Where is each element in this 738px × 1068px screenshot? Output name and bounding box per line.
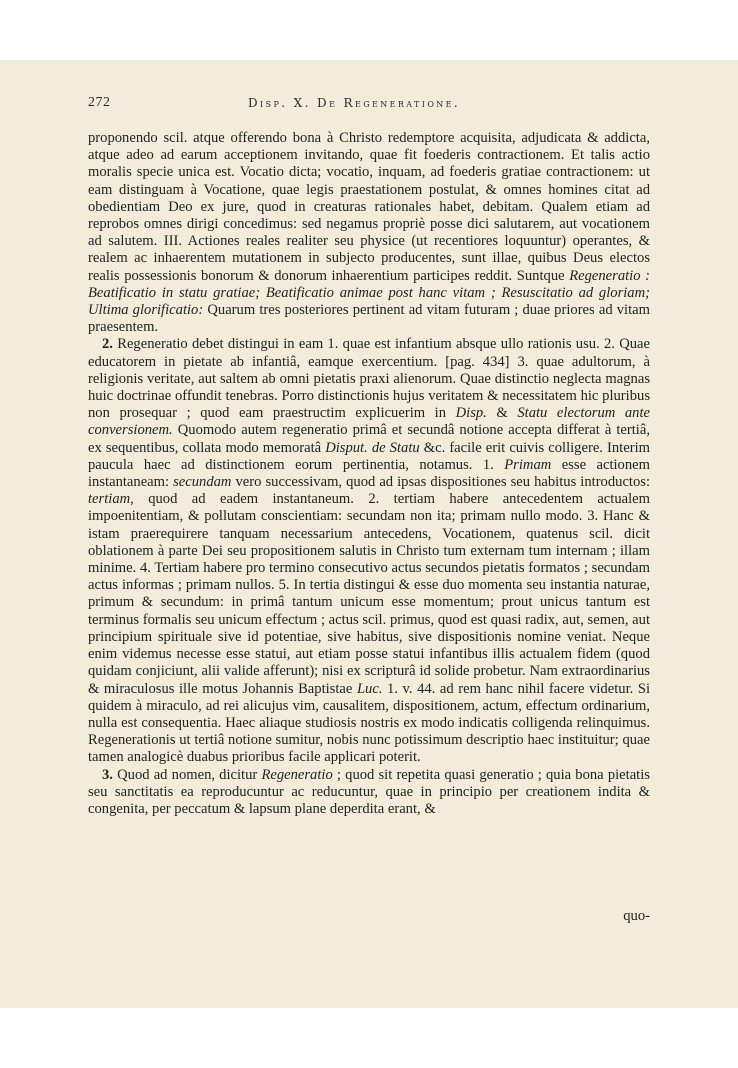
text-run: Quod ad nomen, dicitur [112,766,262,783]
page-number: 272 [88,95,111,110]
text-run: ; quod sit repetita quasi generatio ; quia bona pietatis seu sanctitatis ea reproducuntur ac reducuntur, quae in principio per creationem indita & congenita, per peccatum & lapsum plane deperdita erant, & [88,766,650,817]
text-run: vero successivam, quod ad ipsas dispositiones seu habitus introductos: [231,474,651,491]
italic-run: secundam [173,474,232,491]
italic-run: Luc. [356,680,383,697]
text-run: 1. v. 44. ad rem hanc nihil facere videtur. Si quidem à miraculo, ad rei alicujus vim, causalitem, dispositionem, actum, effectum ordinarium, nulla est consequentia. Haec aliaque studiosis nostris ex modo indicatis colligenda relinquimus. Regenerationis ut tertiâ notione sumitur, nobis nunc potissimum descriptio haec instituitur; quae tamen analogicè duabus prioribus facile applicari poterit. [88,680,650,766]
italic-run: Primam [504,456,552,473]
text-run: &c. facile erit cuivis colligere. Interim paucula haec ad distinctionem eorum pertinentia, notamus. 1. [88,439,650,473]
text-run: & [486,405,518,422]
paragraph-2 [88,336,650,766]
paragraph-3 [88,767,650,819]
italic-run: Regeneratio [261,766,333,783]
paragraph-number: 3. [102,766,113,783]
text-run: esse actionem instantaneam: [88,456,650,491]
text-run: quod ad eadem instantaneum. 2. tertiam habere antecedentem actualem impoenitentiam, & pollutam conscientiam: secundam non ita; primam nullo modo. 3. Hanc & istam praerequirere tanquam necessarium antecedens, Vocationem, quatenus scil. dicit oblationem à parte Dei seu propositionem salutis in Christo tum externam tum internam ; illam minime. 4. Tertiam habere pro termino consecutivo actus secundos pietatis formatos ; secundam actus informas ; primam nullos. 5. In tertia distingui & esse duo momenta seu instantia naturae, primum & secundum: in primâ tantum unicum esse momentum; prout unicus tantum est terminus formalis seu unicum effectum ; actus scil. primus, quod est quasi radix, aut, semen, aut principium spirituale sive id potentiae, sive habitus, sive dispositionis nomine veniat. Neque enim videmus necesse esse statui, aut etiam posse statui infantibus illis actualem fidem (quod quidam conjiciunt, alii valide afferunt); nisi ex scripturâ id solide probetur. Nam extraordinarius & miraculosus ille motus Johannis Baptistae [88,491,650,697]
text-run: Quomodo autem regeneratio primâ et secundâ notione accepta differat à tertiâ, ex sequentibus, collata modo memoratâ [88,422,650,456]
paragraph-continued [88,130,650,336]
running-title: Disp. X. De Regeneratione. [248,96,461,110]
text-run: Quarum tres posteriores pertinent ad vitam futuram ; duae priores ad vitam praesentem. [88,302,650,336]
top-margin [0,0,738,60]
body-text [88,130,650,818]
paragraph-number: 2. [102,336,113,353]
page-header [88,95,650,115]
text-run: proponendo scil. atque offerendo bona à Christo redemptore acquisita, adjudicata & addicta, atque adeo ad earum acceptionem invitando, quae fit foederis contractionem. Et talis actio moralis specie unica est. Vocatio dicta; vocatio, inquam, ad foederis gratiae contractionem: ut eam distinguam à Vocatione, quae legis praestationem postulat, & omnes homines citat ad obedientiam Deo ex jure, quod in creaturas rationales habet, debitam. Qualem etiam ad reprobos omnes dirigi concedimus: sed negamus propriè posse dici salutarem, aut vocationem ad salutem. III. Actiones reales realiter seu physice (ut recentiores loquuntur) operantes, & realem ac inhaerentem mutationem in subjecto producentes, sunt illae, quibus Deus electos realis possessionis bonorum & donorum inhaerentium participes reddit. Suntque [88,130,650,284]
italic-run: Disput. de Statu [325,439,420,456]
italic-run: Regeneratio : Beatificatio in statu gratiae; Beatificatio animae post hanc vitam ; Resuscitatio ad gloriam; Ultima glorificatio: [88,267,650,319]
text-run: Regeneratio debet distingui in eam 1. quae est infantium absque ullo rationis usu. 2. Quae educatorem in pietate ab infantiâ, eamque exercentium. [pag. 434] 3. quae adultorum, à religionis veritate, aut saltem ab omni pietatis praxi alienorum. Quae distinctio neglecta magnas huic doctrinae offundit tenebras. Porro distinctionis hujus veritatem & necessitatem hic pluribus non prosequar ; quod eam praestructim explicuerim in [88,336,650,422]
italic-run: Disp. [455,405,487,422]
italic-run: tertiam, [88,491,134,508]
book-page [0,60,738,1008]
italic-run: Statu electorum ante conversionem. [88,405,650,439]
catchword: quo- [623,908,650,924]
